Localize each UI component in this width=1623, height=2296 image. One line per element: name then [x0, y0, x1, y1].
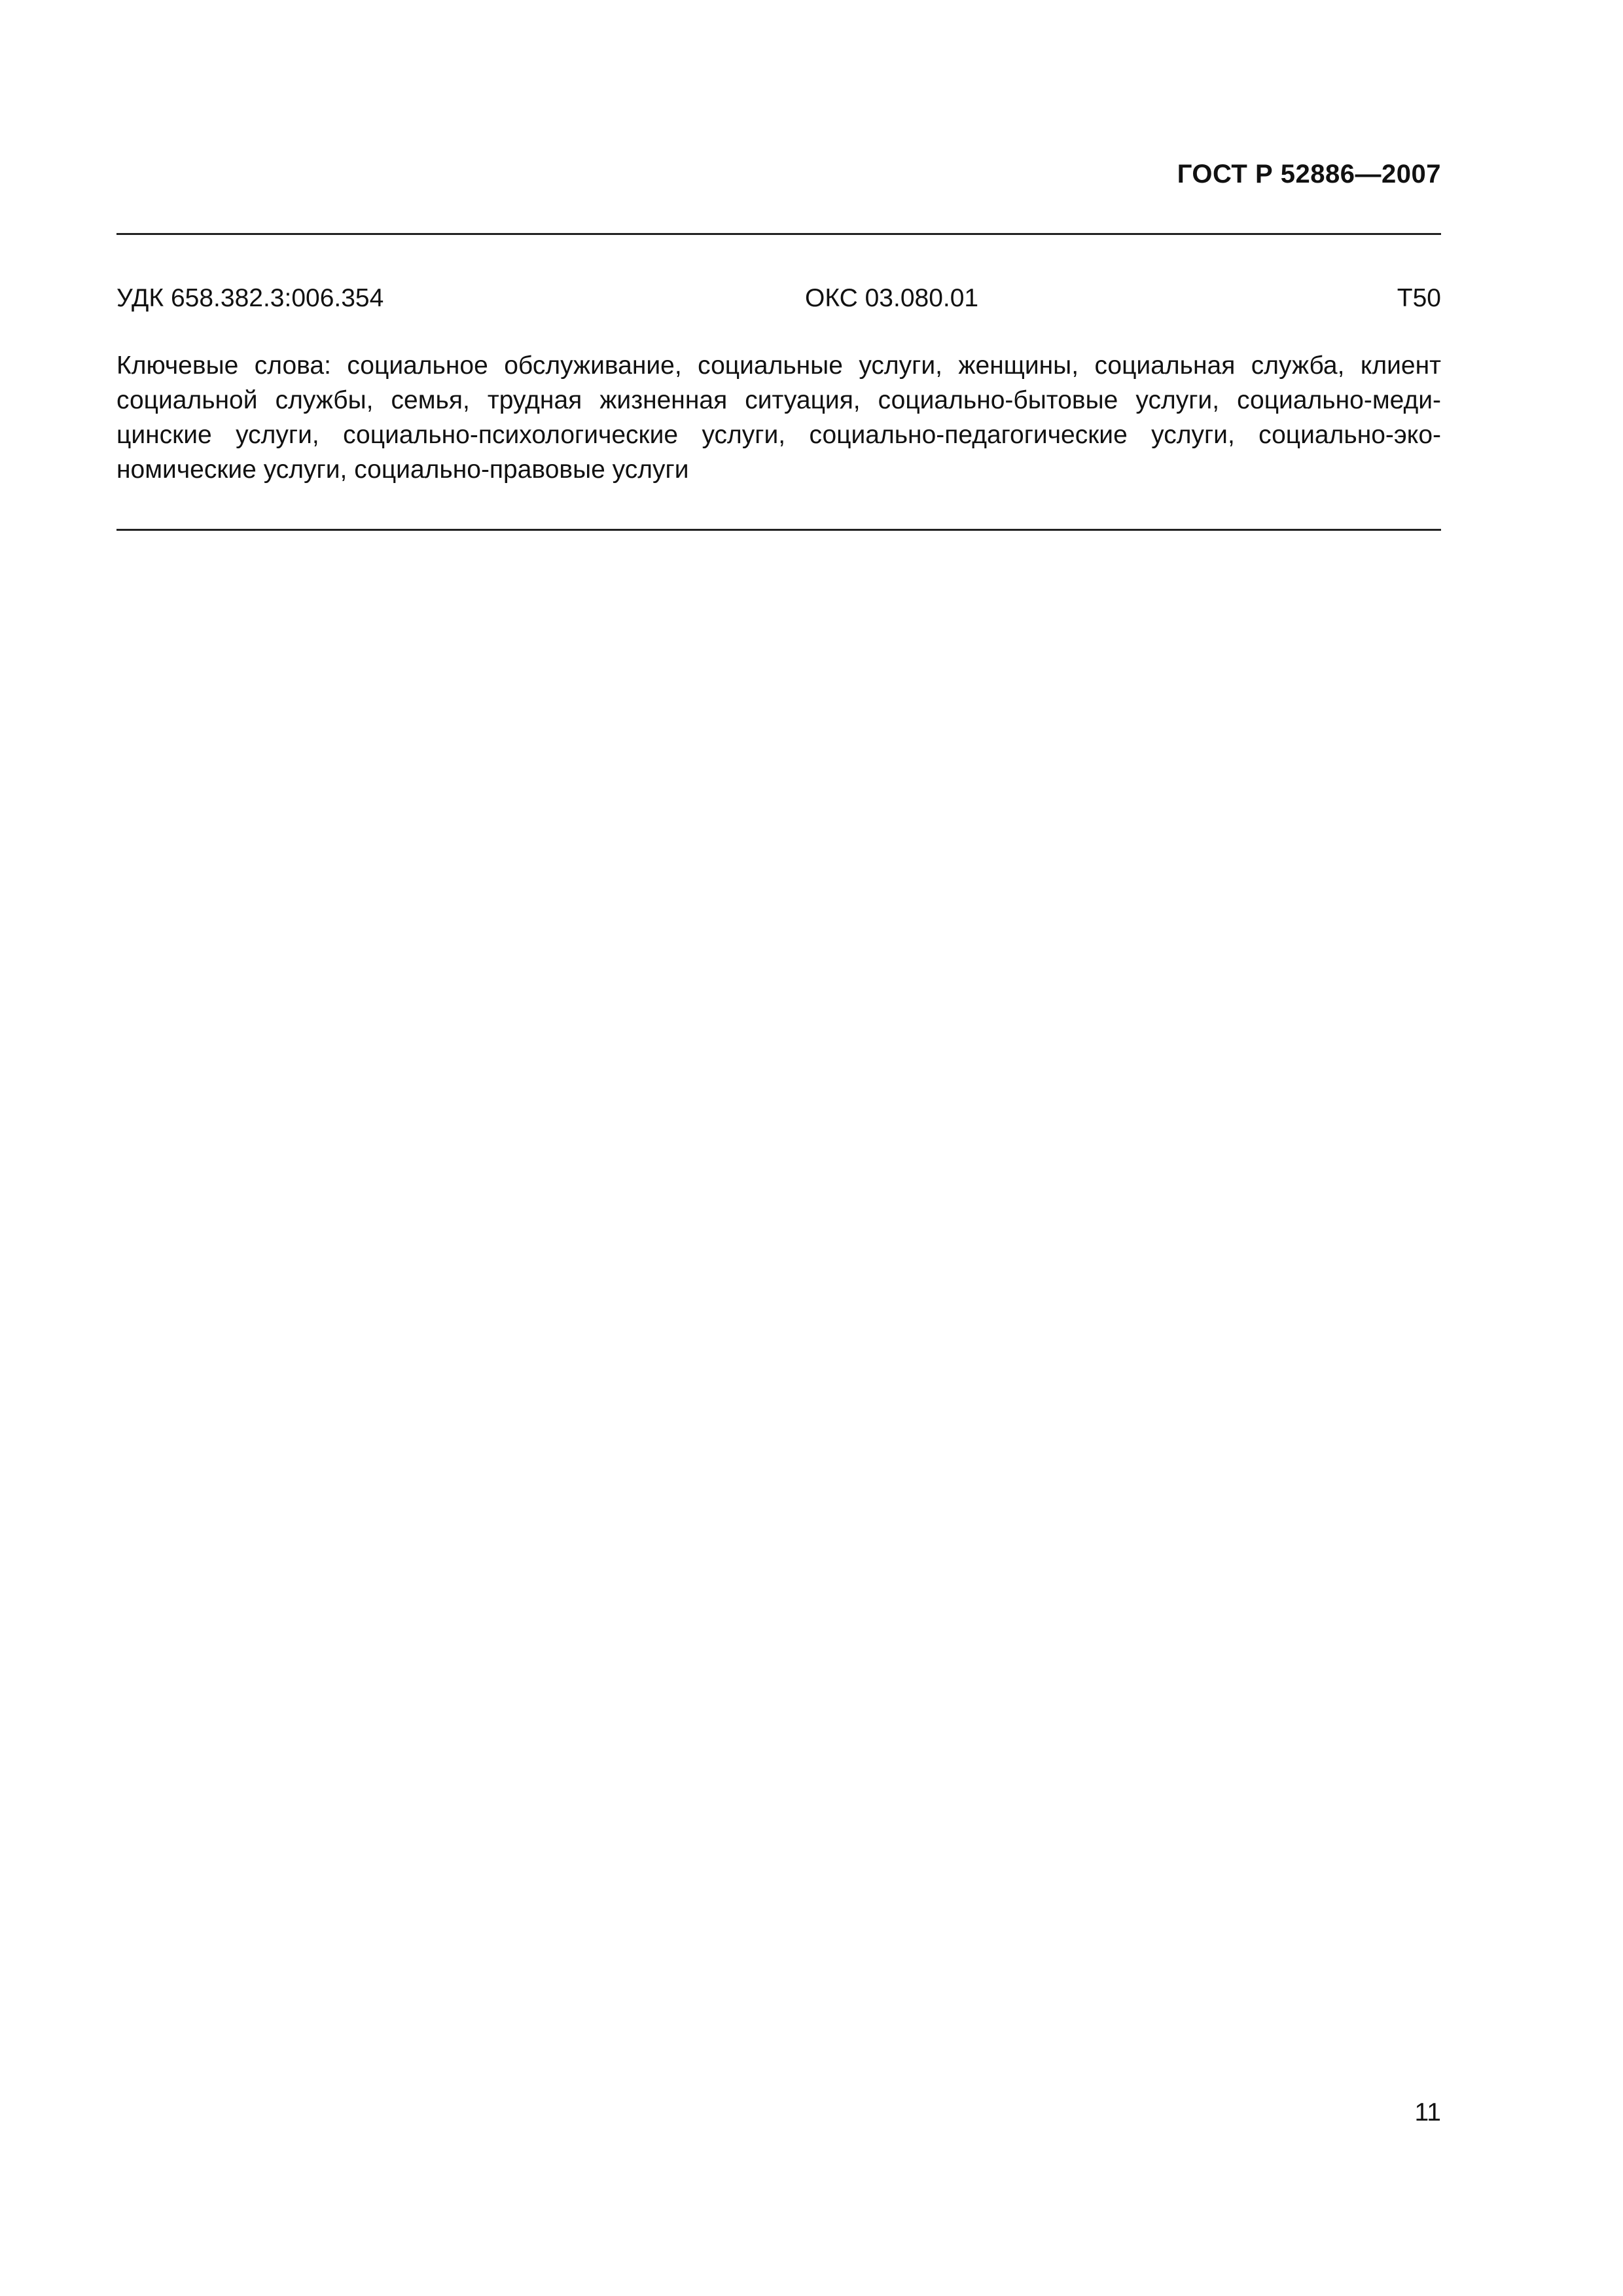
keywords-line: Ключевые слова: социальное обслуживание, социальные услуги, женщины, социальная служба, клиент	[116, 351, 1441, 380]
top-divider	[116, 233, 1441, 235]
classification-row	[116, 284, 1441, 317]
udk-code: УДК 658.382.3:006.354	[116, 284, 384, 312]
keywords-line: цинские услуги, социально-психологические услуги, социально-педагогические услуги, социально-эко-	[116, 421, 1441, 449]
page-number: 11	[1414, 2098, 1441, 2126]
oks-code: ОКС 03.080.01	[805, 284, 979, 312]
keywords-paragraph	[116, 348, 1441, 487]
keywords-line: номические услуги, социально-правовые услуги	[116, 456, 689, 484]
classifier-code: Т50	[1397, 284, 1441, 312]
standard-designation: ГОСТ Р 52886—2007	[1177, 160, 1441, 188]
bottom-divider	[116, 529, 1441, 531]
keywords-line: социальной службы, семья, трудная жизненная ситуация, социально-бытовые услуги, социально-меди-	[116, 386, 1441, 414]
